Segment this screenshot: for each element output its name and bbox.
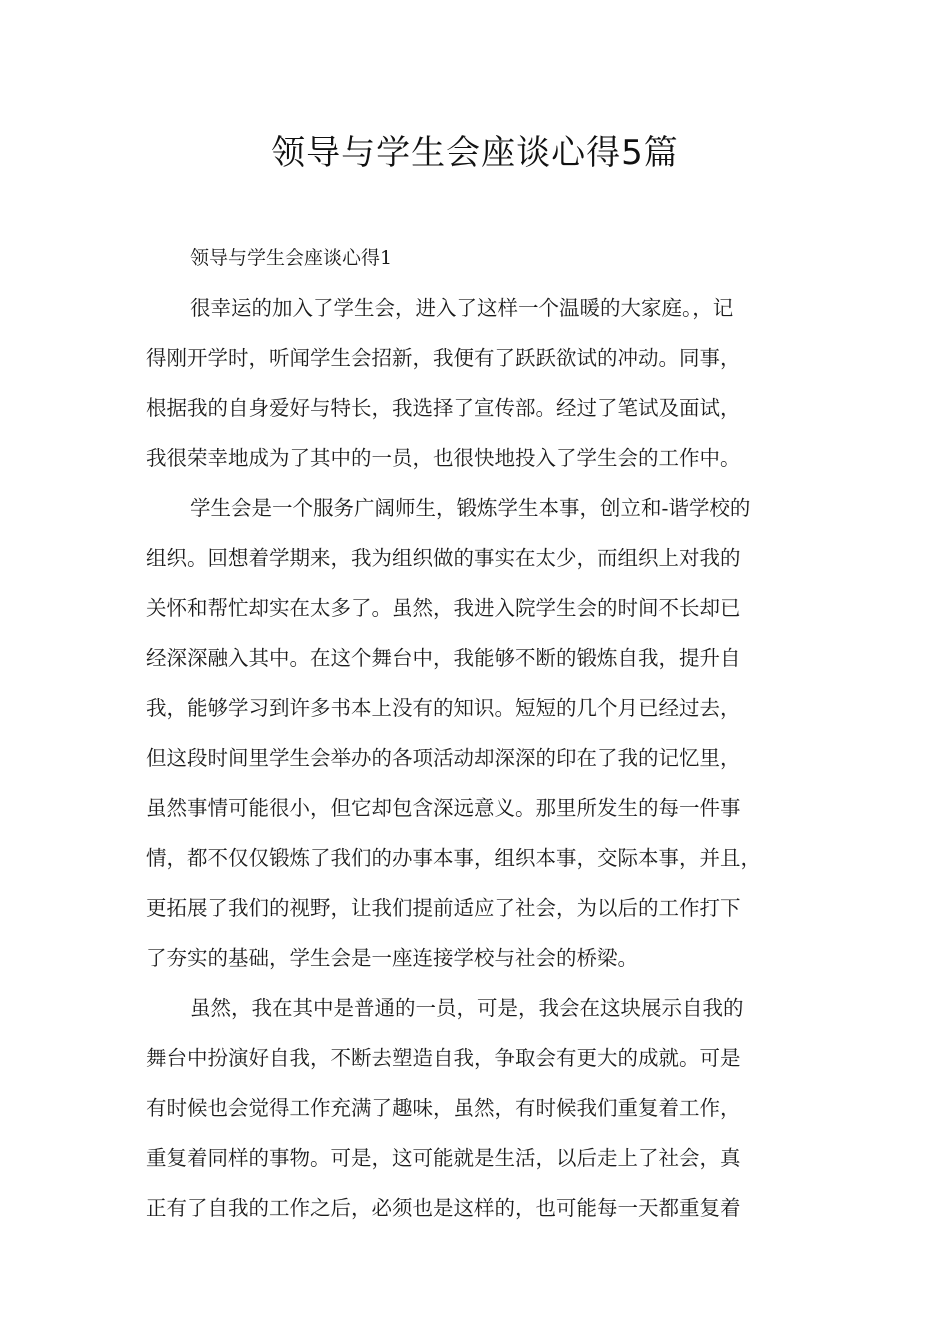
paragraph-line: 虽然事情可能很小，但它却包含深远意义。那里所发生的每一件事 <box>146 796 741 820</box>
paragraph-line: 关怀和帮忙却实在太多了。虽然，我进入院学生会的时间不长却已 <box>146 596 741 620</box>
section-heading: 领导与学生会座谈心得1 <box>190 247 393 269</box>
document-body <box>146 233 818 1233</box>
paragraph-line: 更拓展了我们的视野，让我们提前适应了社会，为以后的工作打下 <box>146 896 741 920</box>
paragraph-line: 我，能够学习到许多书本上没有的知识。短短的几个月已经过去， <box>146 696 741 720</box>
paragraph-2 <box>146 483 818 983</box>
paragraph-1 <box>146 283 818 483</box>
paragraph-line: 有时候也会觉得工作充满了趣味，虽然，有时候我们重复着工作， <box>146 1096 741 1120</box>
paragraph-line: 情，都不仅仅锻炼了我们的办事本事，组织本事，交际本事，并且， <box>146 846 761 870</box>
paragraph-line: 得刚开学时，听闻学生会招新，我便有了跃跃欲试的冲动。同事， <box>146 346 741 370</box>
paragraph-line: 很幸运的加入了学生会，进入了这样一个温暖的大家庭。，记 <box>190 296 734 320</box>
paragraph-line: 组织。回想着学期来，我为组织做的事实在太少，而组织上对我的 <box>146 546 741 570</box>
paragraph-line: 正有了自我的工作之后，必须也是这样的，也可能每一天都重复着 <box>146 1196 741 1220</box>
paragraph-line: 了夯实的基础，学生会是一座连接学校与社会的桥梁。 <box>146 946 638 970</box>
document-title: 领导与学生会座谈心得5篇 <box>271 133 679 173</box>
paragraph-line: 虽然，我在其中是普通的一员，可是，我会在这块展示自我的 <box>190 996 744 1020</box>
paragraph-line: 但这段时间里学生会举办的各项活动却深深的印在了我的记忆里， <box>146 746 741 770</box>
paragraph-line: 重复着同样的事物。可是，这可能就是生活，以后走上了社会，真 <box>146 1146 741 1170</box>
paragraph-line: 舞台中扮演好自我，不断去塑造自我，争取会有更大的成就。可是 <box>146 1046 741 1070</box>
paragraph-line: 我很荣幸地成为了其中的一员，也很快地投入了学生会的工作中。 <box>146 446 741 470</box>
paragraph-line: 根据我的自身爱好与特长，我选择了宣传部。经过了笔试及面试， <box>146 396 741 420</box>
paragraph-3 <box>146 983 818 1233</box>
paragraph-line: 学生会是一个服务广阔师生，锻炼学生本事，创立和-谐学校的 <box>190 496 751 520</box>
paragraph-line: 经深深融入其中。在这个舞台中，我能够不断的锻炼自我，提升自 <box>146 646 741 670</box>
